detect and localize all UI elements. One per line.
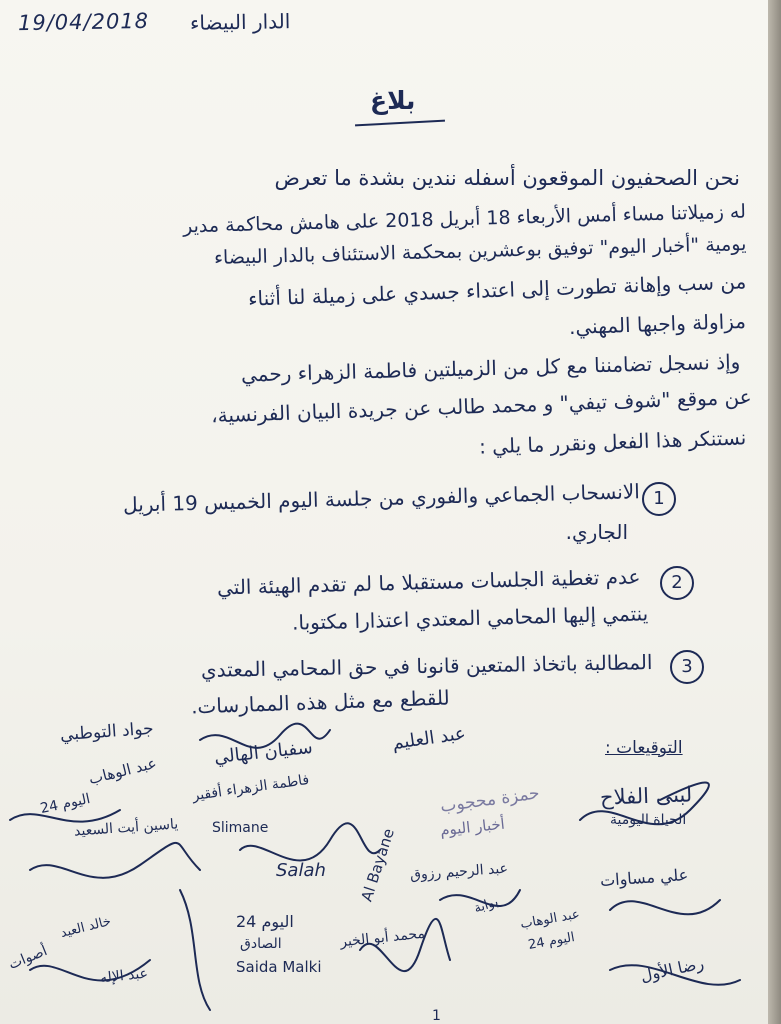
signature-name: سفيان الهالي [213, 736, 314, 769]
signature-name: خالد العيد [58, 913, 113, 942]
point-2-line: عدم تغطية الجلسات مستقبلا ما لم تقدم الهيئة التي [216, 564, 641, 600]
signature-name: محمد أبو الخير [339, 925, 426, 951]
signature-name: اليوم 24 [236, 912, 294, 931]
body-line: نستنكر هذا الفعل ونقرر ما يلي : [478, 425, 747, 459]
signature-name: حمزة محجوب [439, 783, 541, 817]
signature-scrawl [200, 724, 330, 748]
document-title: بلاغ [370, 86, 416, 115]
signature-scrawl [610, 965, 740, 985]
signature-name: عبد الوهاب [86, 753, 159, 789]
signature-name: اليوم 24 [527, 930, 576, 953]
signature-name: جواد التوطبي [59, 718, 155, 746]
body-line: مزاولة واجبها المهني. [568, 308, 747, 340]
page-edge [768, 0, 781, 1024]
signature-name: الحياة اليومية [610, 812, 687, 828]
title-underline [355, 120, 445, 127]
signature-name: Slimane [212, 820, 269, 836]
point-number-1: 1 [642, 482, 676, 516]
signature-scrawl [30, 960, 150, 980]
point-3-line: المطالبة باتخاذ المتعين قانونا في حق المحامي المعتدي [200, 650, 653, 682]
body-line: له زميلاتنا مساء أمس الأربعاء 18 أبريل 2018 على هامش محاكمة مدير [182, 200, 747, 238]
body-line: عن موقع "شوف تيفي" و محمد طالب عن جريدة البيان الفرنسية، [211, 384, 753, 428]
body-line: من سب وإهانة تطورت إلى اعتداء جسدي على زميلة لنا أثناء [247, 269, 747, 311]
signature-name: Al Bayane [357, 826, 398, 904]
signature-name: الصادق [240, 936, 282, 952]
signature-name: علي مساوات [599, 864, 689, 891]
signature-scrawl [10, 810, 120, 822]
signature-name: أصوات [6, 943, 50, 973]
point-number-3: 3 [670, 650, 704, 684]
signature-scrawl [440, 890, 520, 906]
point-number-2: 2 [660, 566, 694, 600]
document-city: الدار البيضاء [189, 9, 291, 35]
signature-name: لبنى الفلاح [599, 782, 693, 810]
signature-name: فاطمة الزهراء أفقير [191, 771, 311, 805]
page-number: 1 [432, 1008, 441, 1024]
signature-name: Saida Malki [236, 958, 322, 976]
signature-scrawl [180, 890, 210, 1010]
signature-scrawl [240, 823, 380, 860]
signature-name: رضا الأول [638, 953, 706, 986]
signature-scrawl [360, 919, 450, 971]
signature-name: اليوم 24 [38, 790, 92, 818]
signature-name: بوابة [472, 894, 501, 917]
signature-name: عبد الوهاب [519, 906, 581, 933]
signature-name: Salah [276, 860, 326, 881]
signature-name: عبد العليم [390, 722, 467, 755]
document-date: 19/04/2018 [17, 8, 150, 36]
body-line: وإذ نسجل تضامننا مع كل من الزميلتين فاطمة الزهراء رحمي [240, 349, 741, 387]
signature-name: ياسين أيت السعيد [73, 816, 179, 840]
signature-name: أخبار اليوم [439, 814, 506, 840]
point-1-line: الانسحاب الجماعي والفوري من جلسة اليوم الخميس 19 أبريل [122, 479, 641, 517]
point-2-line: ينتمي إليها المحامي المعتدي اعتذارا مكتوبا. [291, 601, 649, 635]
signature-scrawl [580, 783, 709, 825]
point-1-line: الجاري. [565, 520, 628, 544]
point-3-line: للقطع مع مثل هذه الممارسات. [191, 685, 451, 719]
signatures-heading: التوقيعات : [605, 738, 683, 758]
signature-name: عبد الرحيم رزوق [409, 860, 509, 884]
body-line: نحن الصحفيون الموقعون أسفله نندين بشدة ما تعرض [274, 166, 740, 190]
body-line: يومية "أخبار اليوم" توفيق بوعشرين بمحكمة الاستئناف بالدار البيضاء [213, 233, 747, 269]
signature-scrawl [30, 843, 200, 878]
signature-name: عبد الإله [99, 965, 149, 987]
signature-scrawl [610, 900, 720, 914]
signature-scrawls [0, 700, 768, 1024]
